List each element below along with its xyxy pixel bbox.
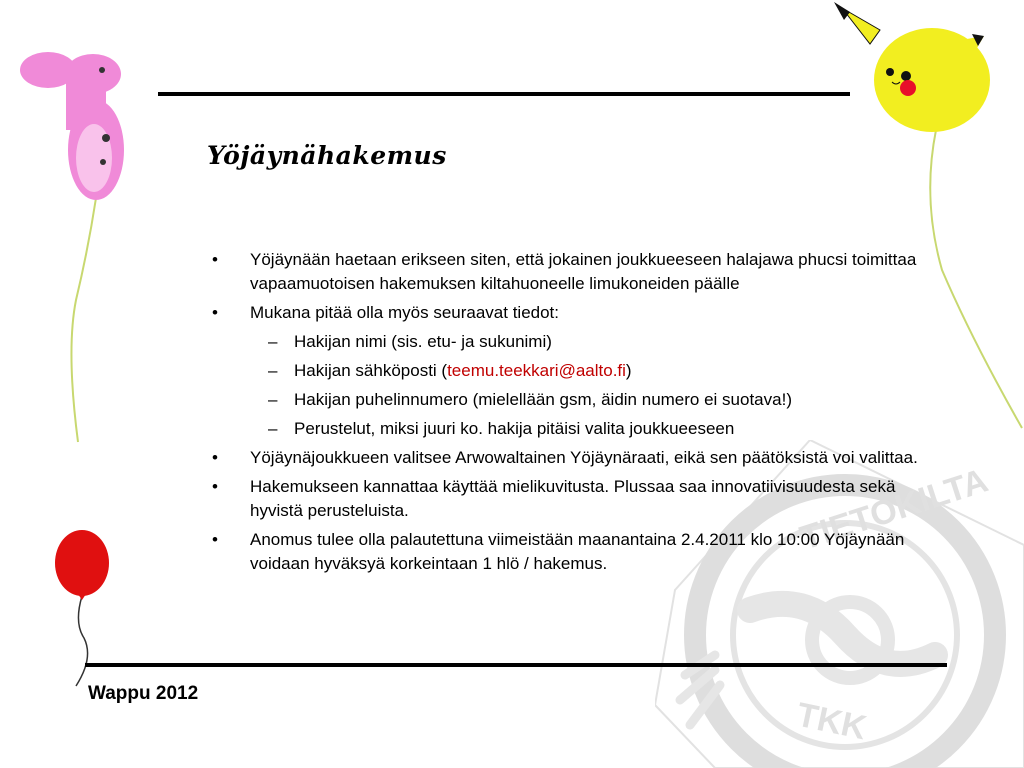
sub-item [210,359,930,383]
sub-item-prefix: Hakijan sähköposti ( [294,361,448,380]
dash-marker: – [268,361,278,380]
sub-item [210,330,930,354]
sub-item [210,417,930,441]
slide-body [210,248,930,581]
sub-item-text: Hakijan nimi (sis. etu- ja sukunimi) [294,332,552,351]
watermark-bottom-text: TKK [793,695,870,748]
bullet-marker: • [212,530,218,549]
bullet-item [210,475,930,523]
bullet-text: Anomus tulee olla palautettuna viimeistään maanantaina 2.4.2011 klo 10:00 Yöjäynään voidaan hyväksyä korkeintaan 1 hlö / hakemus. [250,530,905,573]
dash-marker: – [268,390,278,409]
bullet-marker: • [212,303,218,322]
watermark-top-text: TIETOKILTA [795,461,993,558]
sub-item [210,388,930,412]
bullet-marker: • [212,448,218,467]
bullet-item [210,301,930,325]
bullet-text: Hakemukseen kannattaa käyttää mielikuvitusta. Plussaa saa innovatiivisuudesta sekä hyvistä perusteluista. [250,477,896,520]
sub-item-suffix: ) [625,361,632,380]
bullet-marker: • [212,250,218,269]
bullet-item [210,528,930,576]
slide-title: Yöjäynähakemus [207,141,447,170]
bullet-item [210,248,930,296]
pink-balloon-icon [18,50,128,445]
bullet-marker: • [212,477,218,496]
bullet-item [210,446,930,470]
dash-marker: – [268,332,278,351]
sub-item-text: Perustelut, miksi juuri ko. hakija pitäisi valita joukkueeseen [294,419,735,438]
footer-label: Wappu 2012 [88,683,199,704]
bullet-text: Mukana pitää olla myös seuraavat tiedot: [250,303,560,322]
email-link[interactable]: teemu.teekkari@aalto.fi [447,361,626,380]
top-rule [158,92,850,96]
sub-item-text: Hakijan puhelinnumero (mielellään gsm, äidin numero ei suotava!) [294,390,792,409]
bullet-text: Yöjäynään haetaan erikseen siten, että jokainen joukkueeseen halajawa phucsi toimittaa vapaamuotoisen hakemuksen kiltahuoneelle limukoneiden päälle [250,250,917,293]
bullet-text: Yöjäynäjoukkueen valitsee Arwowaltainen Yöjäynäraati, eikä sen päätöksistä voi valittaa. [250,448,918,467]
bottom-rule [85,663,947,667]
dash-marker: – [268,419,278,438]
